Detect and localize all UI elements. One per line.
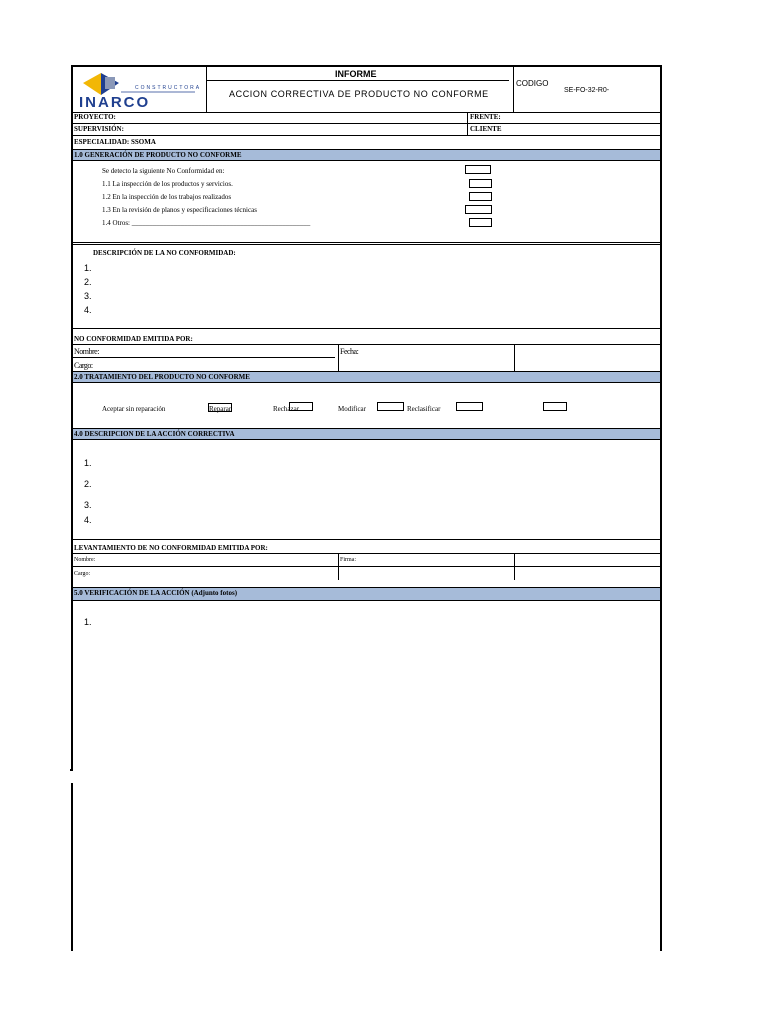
form-sheet: [71, 65, 662, 951]
descripcion-number: 3.: [84, 291, 92, 301]
item-1-4: 1.4 Otros: ___________________________________________________: [102, 219, 311, 227]
checkbox-reclasificar[interactable]: [456, 402, 483, 411]
checkbox-1-4[interactable]: [469, 218, 492, 227]
levantamiento-firma-label: Firma:: [340, 557, 356, 563]
section-1-intro: Se detecto la siguiente No Conformidad en:: [102, 167, 225, 175]
option-reclasificar: Reclasificar: [407, 405, 441, 413]
levantamiento-nombre-label: Nombre:: [74, 557, 96, 563]
cliente-label: CLIENTE: [470, 125, 502, 133]
checkbox-1-3[interactable]: [465, 205, 492, 214]
especialidad-label: ESPECIALIDAD: SSOMA: [74, 138, 156, 146]
descripcion-number: 2.: [84, 277, 92, 287]
checkbox-modificar[interactable]: [377, 402, 404, 411]
verificacion-number: 1.: [84, 617, 92, 627]
checkbox-1-2[interactable]: [469, 192, 492, 201]
option-modificar: Modificar: [338, 405, 366, 413]
section-4-header: [73, 428, 660, 440]
page-fold-gap: [68, 770, 74, 783]
checkbox-intro[interactable]: [465, 165, 491, 174]
emitida-title: NO CONFORMIDAD EMITIDA POR:: [74, 335, 193, 343]
accion-number: 3.: [84, 500, 92, 510]
checkbox-1-1[interactable]: [469, 179, 492, 188]
descripcion-number: 1.: [84, 263, 92, 273]
page-subtitle: ACCION CORRECTIVA DE PRODUCTO NO CONFORME: [229, 89, 489, 99]
supervision-label: SUPERVISIÓN:: [74, 125, 124, 133]
option-rechazar: Rechazar: [273, 405, 300, 413]
item-1-2: 1.2 En la inspección de los trabajos realizados: [102, 193, 232, 201]
checkbox-other[interactable]: [543, 402, 567, 411]
accion-number: 2.: [84, 479, 92, 489]
option-aceptar: Aceptar sin reparación: [102, 405, 166, 413]
company-logo: [77, 69, 203, 111]
section-2-header: [73, 371, 660, 383]
section-4-title: 4.0 DESCRIPCION DE LA ACCIÓN CORRECTIVA: [74, 430, 235, 438]
descripcion-title: DESCRIPCIÓN DE LA NO CONFORMIDAD:: [93, 249, 236, 257]
section-1-header: [73, 149, 660, 161]
frente-label: FRENTE:: [470, 113, 501, 121]
emitida-nombre-label: Nombre:: [74, 347, 99, 356]
item-1-3: 1.3 En la revisión de planos y especificaciones técnicas: [102, 206, 257, 214]
code-label: CODIGO: [516, 79, 549, 88]
proyecto-label: PROYECTO:: [74, 113, 116, 121]
fold-mark: [70, 769, 73, 771]
item-1-1: 1.1 La inspección de los productos y servicios.: [102, 180, 233, 188]
descripcion-number: 4.: [84, 305, 92, 315]
section-2-title: 2.0 TRATAMIENTO DEL PRODUCTO NO CONFORME: [74, 373, 250, 381]
section-5-header: [73, 587, 660, 601]
company-name: INARCO: [79, 94, 151, 111]
section-5-title: 5.0 VERIFICACIÓN DE LA ACCIÓN (Adjunto fotos): [74, 589, 238, 597]
accion-number: 1.: [84, 458, 92, 468]
accion-number: 4.: [84, 515, 92, 525]
section-1-title: 1.0 GENERACIÓN DE PRODUCTO NO CONFORME: [74, 151, 242, 159]
levantamiento-title: LEVANTAMIENTO DE NO CONFORMIDAD EMITIDA POR:: [74, 544, 268, 552]
levantamiento-cargo-label: Cargo:: [74, 571, 91, 577]
code-value: SE-FO-32-R0-: [564, 87, 610, 94]
emitida-fecha-label: Fecha:: [340, 347, 359, 356]
option-reparar: Reparar: [209, 405, 232, 413]
emitida-cargo-label: Cargo:: [74, 361, 93, 370]
page-title: INFORME: [335, 69, 377, 79]
company-tagline: CONSTRUCTORA: [135, 85, 202, 91]
